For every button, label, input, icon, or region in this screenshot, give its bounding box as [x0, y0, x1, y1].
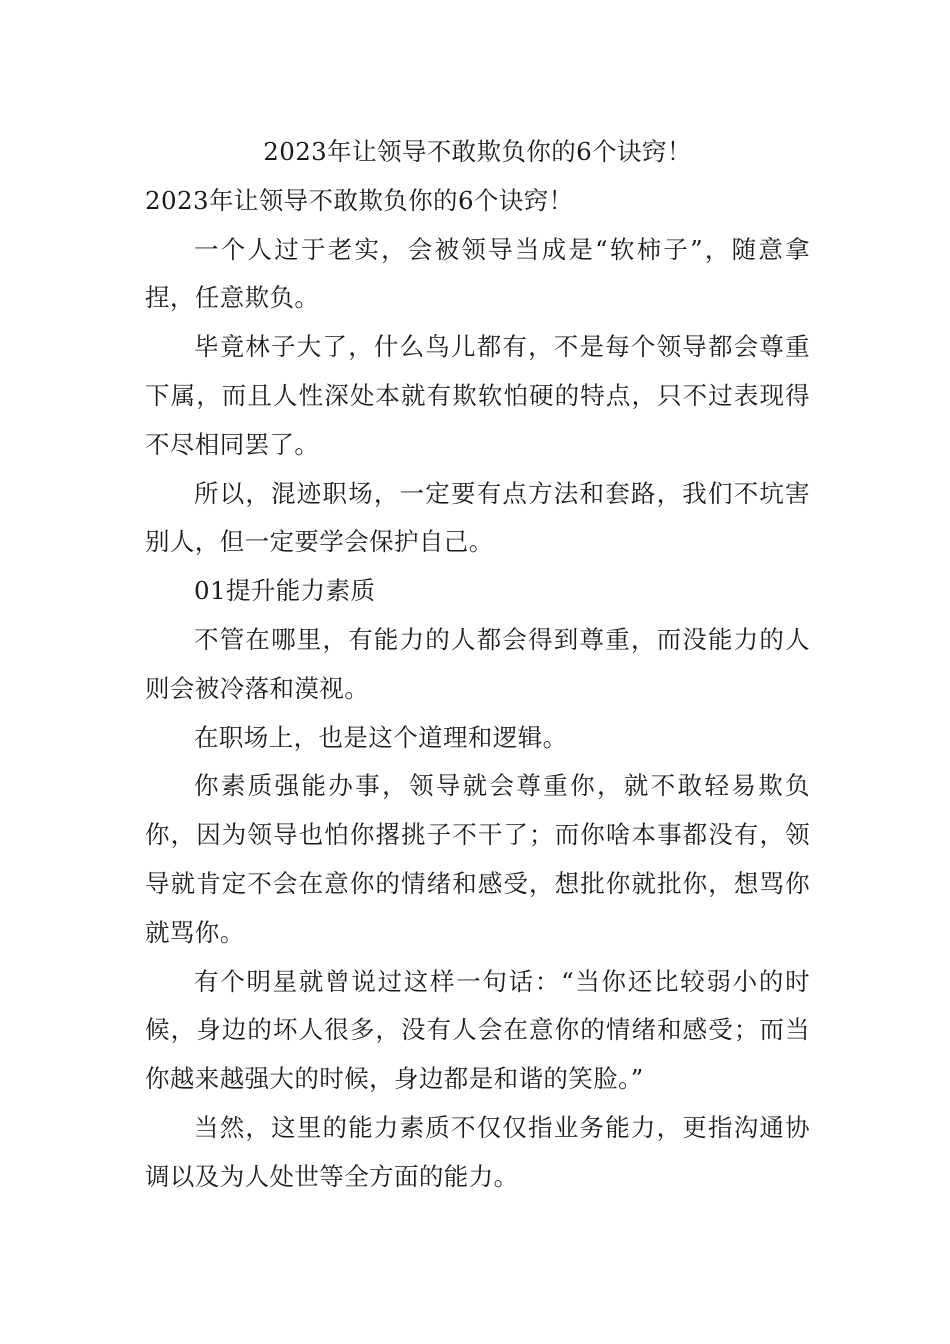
paragraph: 你素质强能办事，领导就会尊重你，就不敢轻易欺负你，因为领导也怕你撂挑子不干了；而你啥本事都没有，领导就肯定不会在意你的情绪和感受，想批你就批你，想骂你就骂你。 — [145, 771, 810, 947]
section-heading: 01提升能力素质 — [194, 576, 376, 606]
document-body — [145, 128, 810, 1202]
subtitle-paragraph: 2023年让领导不敢欺负你的6个诀窍！ — [145, 185, 574, 215]
paragraph: 当然，这里的能力素质不仅仅指业务能力，更指沟通协调以及为人处世等全方面的能力。 — [145, 1112, 810, 1191]
paragraph: 毕竟林子大了，什么鸟儿都有，不是每个领导都会尊重下属，而且人性深处本就有欺软怕硬的特点，只不过表现得不尽相同罢了。 — [145, 332, 810, 459]
paragraph: 一个人过于老实，会被领导当成是“软柿子”，随意拿捏，任意欺负。 — [145, 234, 810, 313]
document-title: 2023年让领导不敢欺负你的6个诀窍！ — [263, 137, 692, 166]
paragraph: 不管在哪里，有能力的人都会得到尊重，而没能力的人则会被冷落和漠视。 — [145, 624, 810, 703]
paragraph: 在职场上，也是这个道理和逻辑。 — [194, 722, 568, 752]
paragraph: 有个明星就曾说过这样一句话：“当你还比较弱小的时候，身边的坏人很多，没有人会在意你的情绪和感受；而当你越来越强大的时候，身边都是和谐的笑脸。” — [145, 966, 810, 1094]
paragraph: 所以，混迹职场，一定要有点方法和套路，我们不坑害别人，但一定要学会保护自己。 — [145, 478, 810, 557]
